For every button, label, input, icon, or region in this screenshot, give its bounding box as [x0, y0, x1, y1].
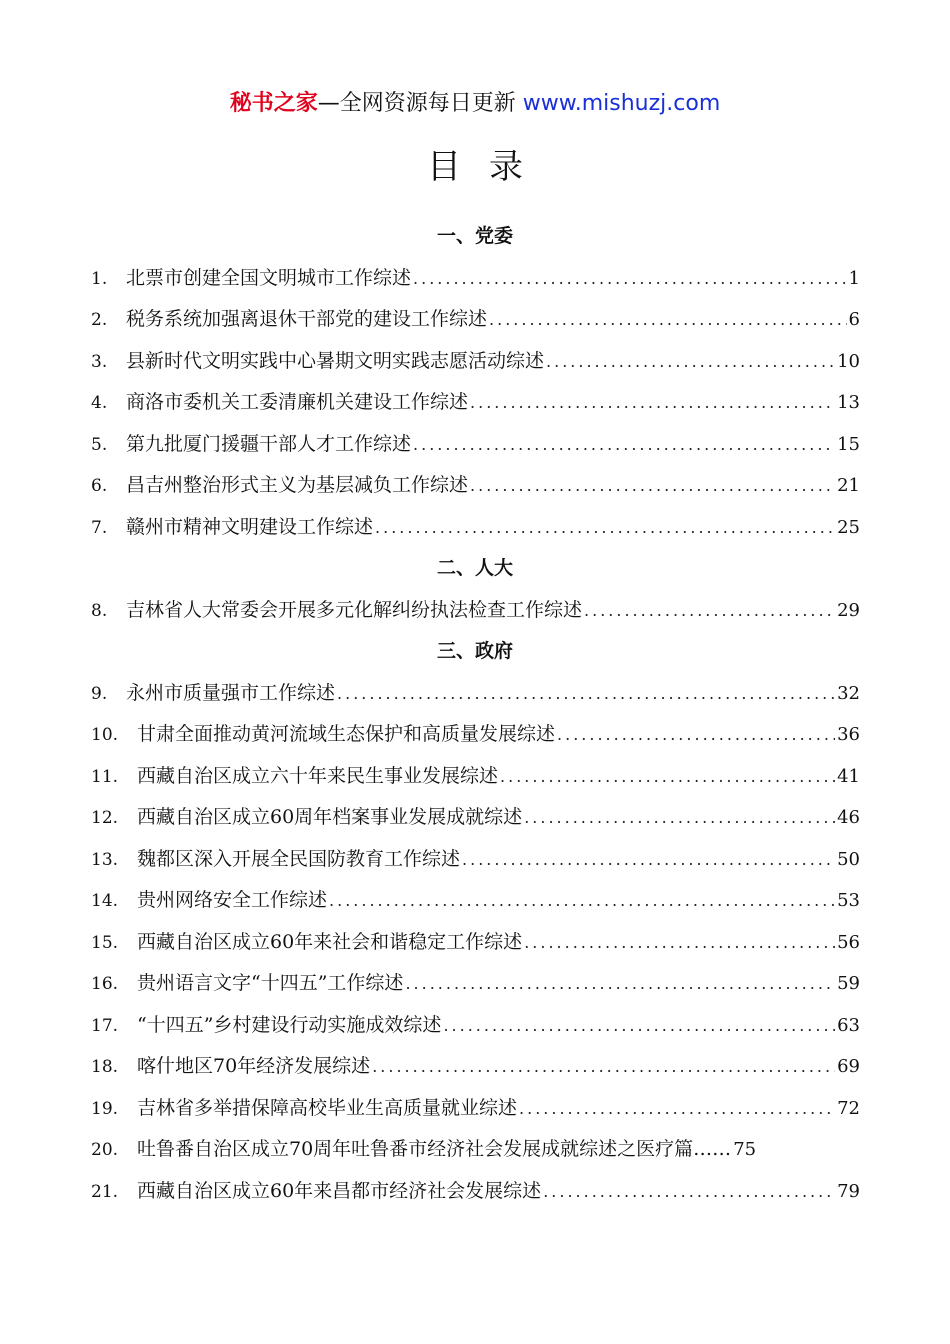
- entry-page-number: 13: [837, 392, 860, 413]
- entry-title: 贵州网络安全工作综述: [137, 889, 328, 911]
- entry-title: 贵州语言文字“十四五”工作综述: [137, 972, 404, 994]
- dot-leader: [373, 507, 835, 549]
- toc-entry[interactable]: [91, 382, 860, 424]
- entry-page-number: 63: [837, 1014, 860, 1036]
- site-banner: [0, 86, 950, 122]
- entry-number: 11.: [91, 766, 119, 787]
- entry-number: 15.: [91, 932, 119, 953]
- entry-number: 3.: [91, 351, 108, 372]
- toc-entry[interactable]: [91, 922, 860, 964]
- entry-page-number: 10: [837, 350, 860, 372]
- toc-entry[interactable]: [91, 258, 860, 300]
- entry-number: 12.: [91, 808, 119, 828]
- entry-number: 2.: [91, 310, 108, 330]
- toc-entry[interactable]: [91, 1046, 860, 1088]
- entry-number: 21.: [91, 1181, 119, 1202]
- toc-entry[interactable]: [91, 756, 860, 798]
- toc-entry[interactable]: [91, 507, 860, 549]
- entry-title: 北票市创建全国文明城市工作综述: [126, 266, 412, 289]
- entry-page-number: 36: [837, 724, 860, 745]
- entry-title: 喀什地区70年经济发展综述: [137, 1055, 371, 1077]
- page-title: 目录: [427, 147, 551, 187]
- entry-number: 17.: [91, 1015, 119, 1036]
- brand-name: 秘书之家: [229, 91, 318, 116]
- entry-page-number: 41: [837, 765, 860, 787]
- entry-page-number: 6: [848, 309, 860, 330]
- entry-title: 商洛市委机关工委清廉机关建设工作综述: [126, 391, 469, 413]
- toc-entry[interactable]: [91, 341, 860, 383]
- dot-leader: [487, 299, 847, 341]
- entry-title: 税务系统加强离退休干部党的建设工作综述: [126, 308, 488, 330]
- entry-title: 西藏自治区成立60年来社会和谐稳定工作综述: [137, 930, 523, 953]
- entry-number: 13.: [91, 849, 119, 870]
- toc-entry[interactable]: [91, 299, 860, 341]
- section-heading: 二、人大: [436, 557, 513, 579]
- entry-title: 吉林省人大常委会开展多元化解纠纷执法检查工作综述: [126, 598, 583, 621]
- dot-leader: [411, 424, 835, 466]
- dot-leader: [517, 1088, 835, 1130]
- entry-number: 10.: [91, 725, 119, 745]
- entry-number: 1.: [91, 268, 108, 289]
- entry-title: 第九批厦门援疆干部人才工作综述: [126, 432, 412, 455]
- dot-leader: [498, 756, 835, 798]
- section-heading: 一、党委: [436, 225, 513, 247]
- toc-entry[interactable]: [91, 797, 860, 839]
- entry-number: 19.: [91, 1098, 119, 1119]
- entry-title: 吐鲁番自治区成立70周年吐鲁番市经济社会发展成就综述之医疗篇……: [137, 1138, 732, 1160]
- dot-leader: [411, 258, 847, 300]
- entry-page-number: 32: [837, 682, 860, 704]
- dot-leader: [468, 382, 835, 424]
- toc-entry[interactable]: [91, 590, 860, 632]
- toc-entry[interactable]: [91, 963, 860, 1005]
- toc-entry[interactable]: [91, 1171, 860, 1213]
- entry-page-number: 53: [837, 890, 860, 911]
- entry-number: 8.: [91, 600, 108, 621]
- entry-page-number: 79: [837, 1180, 860, 1202]
- entry-page-number: 25: [837, 516, 860, 538]
- entry-page-number: 46: [837, 807, 860, 828]
- table-of-contents: [0, 216, 950, 1212]
- entry-number: 7.: [91, 517, 108, 538]
- dot-leader: [335, 673, 835, 715]
- entry-number: 18.: [91, 1057, 119, 1077]
- entry-title: “十四五”乡村建设行动实施成效综述: [137, 1013, 442, 1036]
- entry-number: 14.: [91, 891, 119, 911]
- dot-leader: [327, 880, 835, 922]
- entry-number: 5.: [91, 434, 108, 455]
- section-heading: 三、政府: [436, 640, 513, 662]
- entry-page-number: 75: [733, 1139, 757, 1160]
- dot-leader: [460, 839, 835, 881]
- dot-leader: [370, 1046, 835, 1088]
- entry-page-number: 69: [837, 1056, 860, 1077]
- toc-entry[interactable]: [91, 673, 860, 715]
- entry-title: 魏都区深入开展全民国防教育工作综述: [137, 847, 461, 870]
- dot-leader: [582, 590, 835, 632]
- toc-entry[interactable]: [91, 880, 860, 922]
- dot-leader: [468, 465, 835, 507]
- toc-entry[interactable]: [91, 465, 860, 507]
- dot-leader: [403, 963, 835, 1005]
- toc-entry[interactable]: [91, 1005, 860, 1047]
- toc-entry[interactable]: [91, 714, 860, 756]
- dot-leader: [522, 797, 835, 839]
- entry-title: 西藏自治区成立60周年档案事业发展成就综述: [137, 806, 523, 828]
- dot-leader: [522, 922, 835, 964]
- toc-entry[interactable]: [91, 1088, 860, 1130]
- toc-entry[interactable]: [91, 1129, 860, 1171]
- entry-page-number: 29: [837, 599, 860, 621]
- entry-title: 县新时代文明实践中心暑期文明实践志愿活动综述: [126, 349, 545, 372]
- entry-title: 赣州市精神文明建设工作综述: [126, 515, 374, 538]
- dot-leader: [441, 1005, 835, 1047]
- entry-page-number: 15: [837, 433, 860, 455]
- dot-leader: [544, 341, 835, 383]
- banner-slogan: —全网资源每日更新: [317, 91, 523, 116]
- dot-leader: [541, 1171, 835, 1213]
- dot-leader: [555, 714, 835, 756]
- entry-title: 吉林省多举措保障高校毕业生高质量就业综述: [137, 1096, 518, 1119]
- entry-page-number: 1: [848, 267, 860, 289]
- entry-title: 西藏自治区成立六十年来民生事业发展综述: [137, 764, 499, 787]
- entry-number: 16.: [91, 974, 119, 994]
- entry-title: 永州市质量强市工作综述: [126, 681, 336, 704]
- website-link[interactable]: www.mishuzj.com: [522, 91, 721, 116]
- entry-page-number: 59: [837, 973, 860, 994]
- entry-number: 9.: [91, 683, 108, 704]
- entry-number: 6.: [91, 476, 108, 496]
- entry-number: 20.: [91, 1140, 119, 1160]
- entry-number: 4.: [91, 393, 108, 413]
- toc-entry[interactable]: [91, 839, 860, 881]
- entry-page-number: 21: [837, 475, 860, 496]
- toc-entry[interactable]: [91, 424, 860, 466]
- entry-page-number: 56: [837, 931, 860, 953]
- entry-title: 西藏自治区成立60年来昌都市经济社会发展综述: [137, 1179, 542, 1202]
- entry-title: 昌吉州整治形式主义为基层减负工作综述: [126, 474, 469, 496]
- entry-page-number: 72: [837, 1097, 860, 1119]
- entry-page-number: 50: [837, 848, 860, 870]
- entry-title: 甘肃全面推动黄河流域生态保护和高质量发展综述: [137, 723, 556, 745]
